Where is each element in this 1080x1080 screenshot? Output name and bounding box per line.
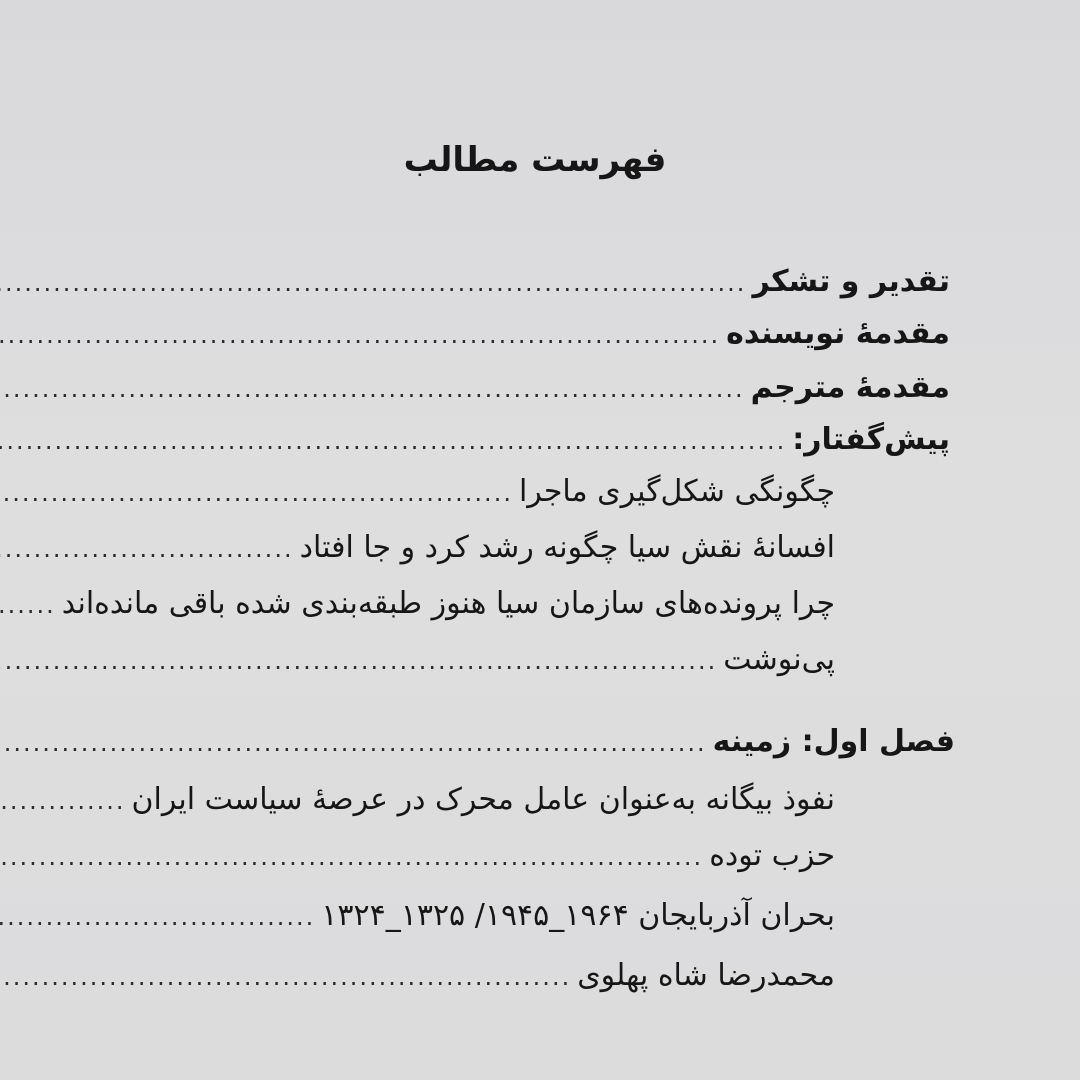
toc-entry-label: نفوذ بیگانه به‌عنوان عامل محرک در عرصهٔ سیاست ایران — [131, 782, 835, 817]
dot-leader — [0, 257, 752, 309]
dot-leader — [0, 309, 726, 361]
dot-leader — [0, 363, 751, 415]
dot-leader — [0, 775, 131, 827]
dot-leader — [0, 467, 519, 519]
toc-entry-label: مقدمهٔ نویسنده — [726, 316, 950, 351]
toc-entry-label: حزب توده — [709, 838, 835, 873]
toc-entry-label: بحران آذربایجان ۱۹۶۴_۱۹۴۵/ ۱۳۲۵_۱۳۲۴ — [321, 898, 835, 933]
toc-entry — [108, 256, 950, 308]
toc-entry-label: تقدیر و تشکر — [752, 264, 950, 299]
dot-leader — [0, 717, 713, 769]
toc-chapter-entry — [100, 716, 955, 768]
dot-leader — [0, 635, 723, 687]
toc-entry — [108, 308, 950, 360]
toc-entry-label: چرا پرونده‌های سازمان سیا هنوز طبقه‌بندی شده باقی مانده‌اند — [61, 586, 835, 621]
toc-subentry — [75, 950, 835, 1002]
toc-entry-label: پی‌نوشت — [723, 642, 835, 677]
toc-entry — [108, 414, 950, 466]
toc-subentry — [75, 890, 835, 942]
toc-entry-label: فصل اول: زمینه — [712, 724, 955, 759]
toc-entry-label: پیش‌گفتار: — [792, 422, 950, 457]
toc-entry-label: مقدمهٔ مترجم — [750, 370, 950, 405]
toc-subentry — [100, 522, 835, 574]
toc-subentry — [61, 578, 835, 630]
toc-subentry — [100, 634, 835, 686]
toc-entry-label: محمدرضا شاه پهلوی — [577, 958, 835, 993]
dot-leader — [0, 415, 792, 467]
dot-leader — [0, 951, 577, 1003]
toc-subentry — [75, 774, 835, 826]
toc-entry-label: افسانهٔ نقش سیا چگونه رشد کرد و جا افتاد — [299, 530, 835, 565]
toc-subentry — [75, 830, 835, 882]
toc-entry-label: چگونگی شکل‌گیری ماجرا — [518, 474, 835, 509]
page-title: فهرست مطالب — [403, 140, 667, 180]
dot-leader — [0, 891, 321, 943]
toc-entry — [108, 362, 950, 414]
dot-leader — [0, 831, 709, 883]
dot-leader — [0, 579, 62, 631]
toc-subentry — [100, 466, 835, 518]
dot-leader — [0, 523, 300, 575]
